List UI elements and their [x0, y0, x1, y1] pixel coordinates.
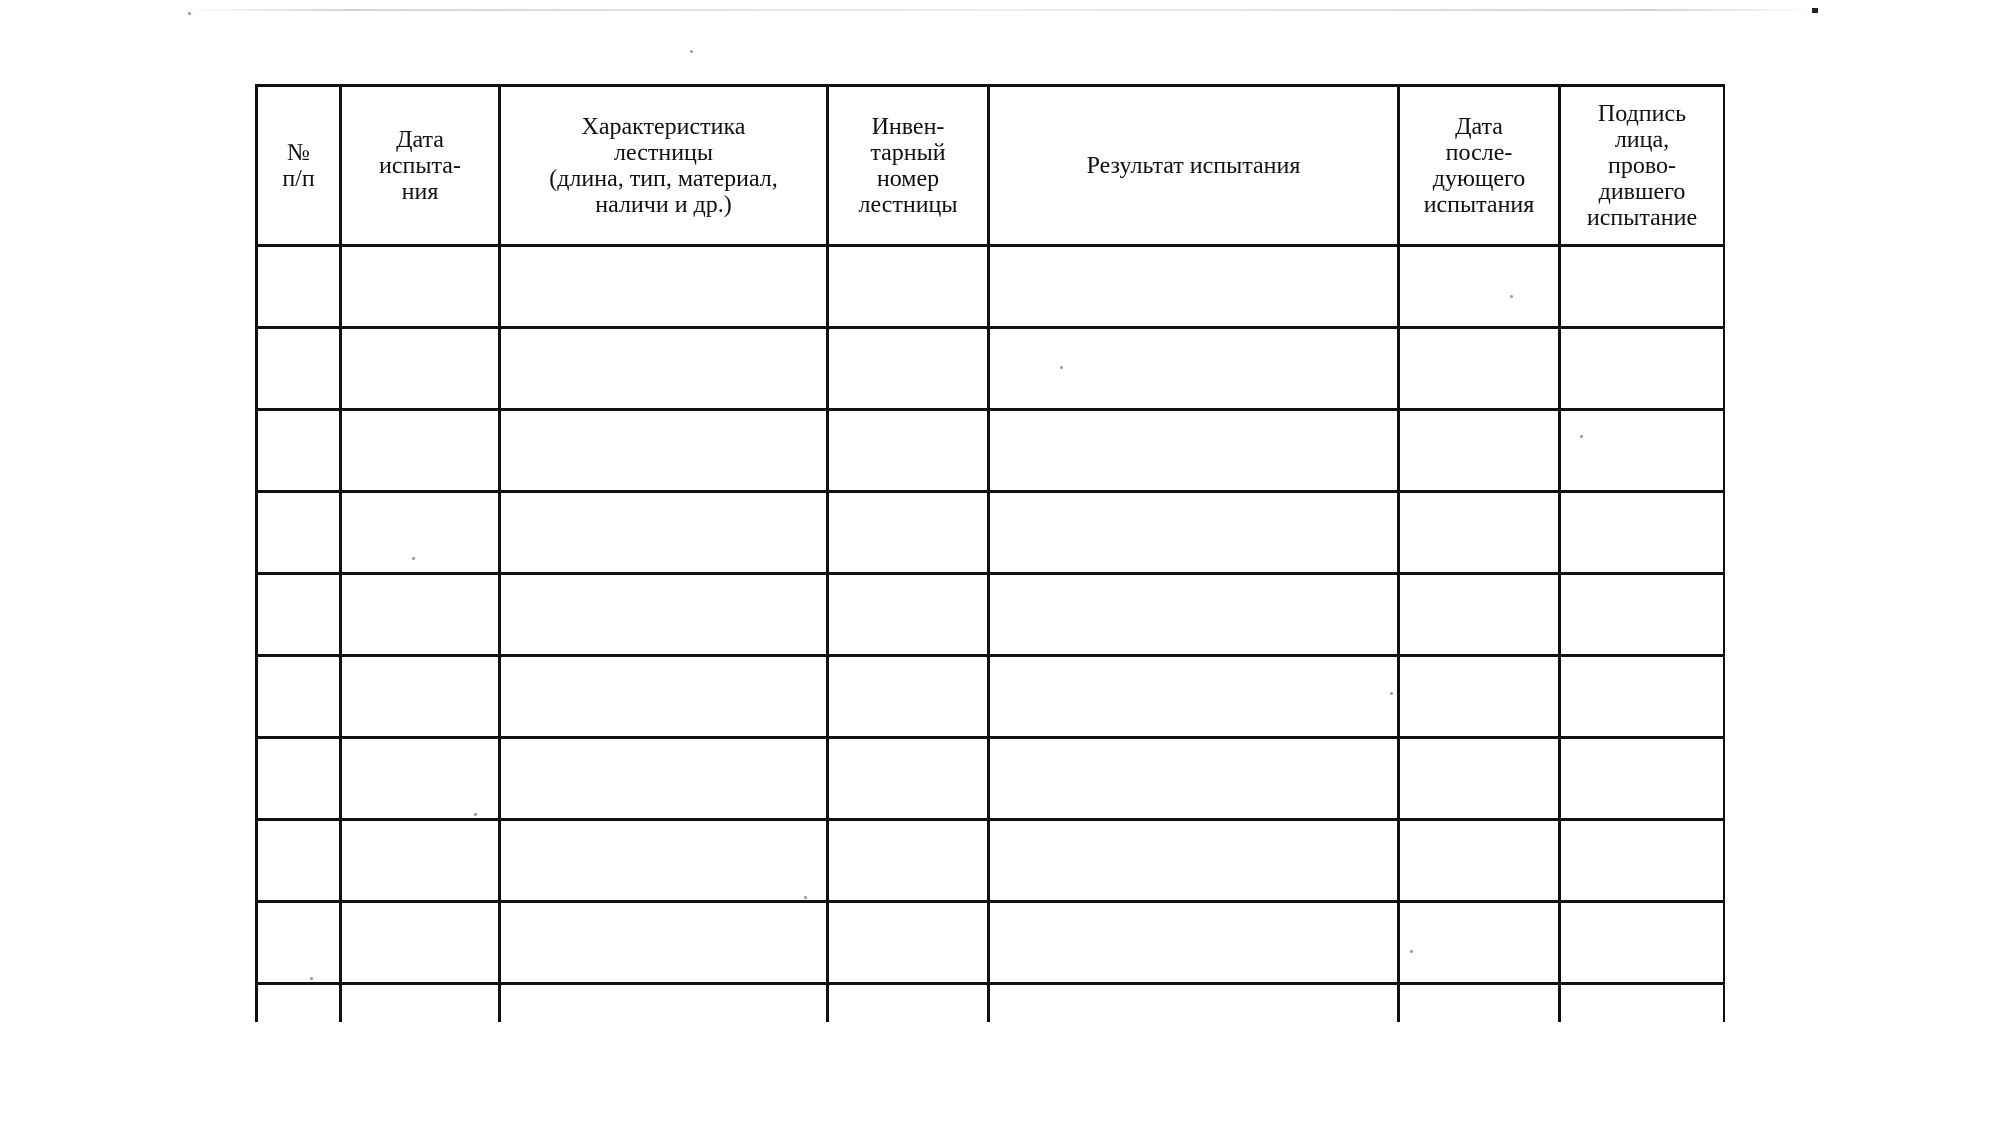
scan-speck [690, 50, 693, 53]
table-cell[interactable] [828, 246, 989, 328]
table-cell[interactable] [828, 984, 989, 1023]
table-cell[interactable] [1399, 656, 1560, 738]
table-cell[interactable] [828, 328, 989, 410]
table-cell[interactable] [341, 328, 500, 410]
table-cell[interactable] [500, 902, 828, 984]
table-cell[interactable] [257, 984, 341, 1023]
table-row [257, 574, 1725, 656]
table-cell[interactable] [257, 574, 341, 656]
table-cell[interactable] [341, 410, 500, 492]
table-cell[interactable] [500, 820, 828, 902]
table-cell[interactable] [500, 492, 828, 574]
header-tester-signature: Подпись лица, прово- дившего испытание [1560, 86, 1725, 246]
table-cell[interactable] [341, 492, 500, 574]
table-cell[interactable] [341, 984, 500, 1023]
table-row [257, 738, 1725, 820]
table-cell[interactable] [1399, 984, 1560, 1023]
table-cell[interactable] [828, 656, 989, 738]
table-row [257, 902, 1725, 984]
table-cell[interactable] [1399, 328, 1560, 410]
scan-mark [1812, 8, 1818, 13]
table-cell[interactable] [1560, 328, 1725, 410]
table-cell[interactable] [828, 820, 989, 902]
table-cell[interactable] [828, 902, 989, 984]
table-cell[interactable] [500, 410, 828, 492]
table-cell[interactable] [1399, 410, 1560, 492]
table-body [257, 246, 1725, 1023]
table-row [257, 820, 1725, 902]
table-cell[interactable] [989, 328, 1399, 410]
table-cell[interactable] [257, 410, 341, 492]
table-cell[interactable] [989, 410, 1399, 492]
table-cell[interactable] [1560, 656, 1725, 738]
table-cell[interactable] [257, 902, 341, 984]
table-cell[interactable] [341, 738, 500, 820]
table-cell[interactable] [1399, 902, 1560, 984]
table-cell[interactable] [341, 246, 500, 328]
table-cell[interactable] [989, 656, 1399, 738]
table-cell[interactable] [500, 656, 828, 738]
table-cell[interactable] [257, 738, 341, 820]
table-cell[interactable] [341, 656, 500, 738]
table-cell[interactable] [257, 820, 341, 902]
scan-edge-line [185, 9, 1815, 11]
table-cell[interactable] [257, 656, 341, 738]
table-cell[interactable] [500, 574, 828, 656]
table-cell[interactable] [828, 574, 989, 656]
table-cell[interactable] [257, 492, 341, 574]
table-row [257, 656, 1725, 738]
table-row [257, 328, 1725, 410]
scan-speck [188, 12, 191, 15]
table-cell[interactable] [500, 246, 828, 328]
header-number: № п/п [257, 86, 341, 246]
table-cell[interactable] [500, 328, 828, 410]
table-cell[interactable] [989, 738, 1399, 820]
table-cell[interactable] [828, 410, 989, 492]
table-cell[interactable] [257, 328, 341, 410]
table-cell[interactable] [1560, 902, 1725, 984]
header-next-test-date: Дата после- дующего испытания [1399, 86, 1560, 246]
table-cell[interactable] [1560, 410, 1725, 492]
table-row [257, 410, 1725, 492]
table-cell[interactable] [1560, 574, 1725, 656]
table-cell[interactable] [1399, 820, 1560, 902]
table-header-row [257, 86, 1725, 246]
table-cell[interactable] [828, 738, 989, 820]
table-cell[interactable] [1560, 738, 1725, 820]
table-cell[interactable] [989, 820, 1399, 902]
table-cell[interactable] [989, 902, 1399, 984]
ladder-test-journal-table [255, 84, 1725, 1022]
table-cell[interactable] [341, 574, 500, 656]
table-row [257, 492, 1725, 574]
table-cell[interactable] [1399, 574, 1560, 656]
table-cell[interactable] [341, 820, 500, 902]
table-cell[interactable] [1560, 984, 1725, 1023]
table-cell[interactable] [1560, 820, 1725, 902]
table-cell[interactable] [828, 492, 989, 574]
table-cell[interactable] [989, 246, 1399, 328]
header-test-date: Дата испыта- ния [341, 86, 500, 246]
table-cell[interactable] [1399, 738, 1560, 820]
table-cell[interactable] [1399, 246, 1560, 328]
table-viewport [255, 84, 1725, 1022]
header-ladder-characteristics: Характеристика лестницы (длина, тип, материал, наличи и др.) [500, 86, 828, 246]
table-cell[interactable] [1560, 492, 1725, 574]
table-cell[interactable] [257, 246, 341, 328]
header-inventory-number: Инвен- тарный номер лестницы [828, 86, 989, 246]
table-cell[interactable] [989, 492, 1399, 574]
table-cell[interactable] [1560, 246, 1725, 328]
table-cell[interactable] [1399, 492, 1560, 574]
table-row [257, 246, 1725, 328]
header-test-result: Результат испытания [989, 86, 1399, 246]
table-cell[interactable] [341, 902, 500, 984]
table-cell[interactable] [989, 984, 1399, 1023]
table-cell[interactable] [500, 984, 828, 1023]
table-row [257, 984, 1725, 1023]
table-cell[interactable] [989, 574, 1399, 656]
table-cell[interactable] [500, 738, 828, 820]
